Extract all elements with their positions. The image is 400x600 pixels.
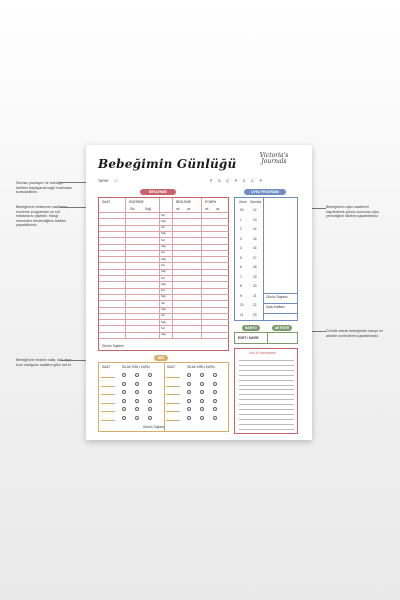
feeding-side-label: Sağ xyxy=(161,282,166,286)
note-line xyxy=(239,370,294,371)
diaper-row-line xyxy=(101,420,115,421)
feeding-col-line xyxy=(172,198,173,338)
diaper-check-circle[interactable] xyxy=(135,407,139,411)
sleep-col-day: Gündüz xyxy=(250,200,262,204)
notes-header: Not & Hatırlatma xyxy=(249,351,276,355)
diaper-check-circle[interactable] xyxy=(187,407,191,411)
diaper-row-line xyxy=(101,394,115,395)
sleep-header: UYKU PROGRAMI xyxy=(244,189,286,195)
diaper-check-circle[interactable] xyxy=(122,407,126,411)
col-besleme: BESLEME xyxy=(176,200,192,204)
diaper-header: BEZ xyxy=(154,355,168,361)
feeding-side-label: Sağ xyxy=(161,320,166,324)
sleep-hour-night: 6 xyxy=(240,265,242,269)
bath-options[interactable]: EVET / HAYIR xyxy=(238,336,259,340)
activity-header: AKTİVİTE xyxy=(272,325,292,331)
col-emzirme: EMZİRME xyxy=(129,200,144,204)
sleep-hour-day: 19 xyxy=(253,274,257,279)
diaper-col-saat: SAAT xyxy=(102,365,111,369)
diaper-check-circle[interactable] xyxy=(148,399,152,403)
sleep-hour-night: 4 xyxy=(240,246,242,250)
feeding-side-label: Sol xyxy=(161,238,165,242)
diaper-table xyxy=(98,362,229,432)
note-line xyxy=(239,360,294,361)
note-line xyxy=(239,429,294,430)
diaper-check-circle[interactable] xyxy=(187,399,191,403)
note-line xyxy=(239,409,294,410)
diaper-check-circle[interactable] xyxy=(148,416,152,420)
sleep-hour-night: 3 xyxy=(240,236,242,241)
sleep-total-label: Günün Toplamı xyxy=(266,295,288,299)
diaper-check-circle[interactable] xyxy=(148,407,152,411)
diaper-check-circle[interactable] xyxy=(213,407,217,411)
diaper-row-line xyxy=(166,411,180,412)
sleep-hour-day: 13 xyxy=(253,217,257,222)
feeding-side-label: Sol xyxy=(161,213,165,217)
diaper-check-circle[interactable] xyxy=(213,390,217,394)
feeding-side-label: Sol xyxy=(161,314,165,318)
sleep-hour-day: 22 xyxy=(253,303,257,307)
diaper-check-circle[interactable] xyxy=(122,399,126,403)
feeding-table xyxy=(98,197,229,351)
diaper-check-circle[interactable] xyxy=(213,373,217,377)
feeding-total-label: Günün Toplamı xyxy=(102,344,124,348)
diaper-row-line xyxy=(166,386,180,387)
sleep-hour-night: 10 xyxy=(240,303,244,307)
notes-box xyxy=(234,348,298,434)
diaper-check-circle[interactable] xyxy=(148,382,152,386)
note-line xyxy=(239,389,294,390)
feeding-row-line xyxy=(99,338,229,339)
sleep-hour-night: 9 xyxy=(240,293,242,298)
sleep-col-night: Gece xyxy=(239,200,247,204)
diaper-row-line xyxy=(166,403,180,404)
bath-header: BANYO xyxy=(242,325,260,331)
ml-label: ml xyxy=(205,207,209,211)
diaper-check-circle[interactable] xyxy=(200,390,204,394)
feeding-col-line xyxy=(125,198,126,338)
diaper-check-circle[interactable] xyxy=(135,390,139,394)
sleep-quality-label: Uyku Kalitesi xyxy=(266,305,285,309)
sleep-hour-night: 2 xyxy=(240,227,242,231)
diaper-check-circle[interactable] xyxy=(135,382,139,386)
note-line xyxy=(239,419,294,420)
note-line xyxy=(239,424,294,425)
diaper-check-circle[interactable] xyxy=(200,373,204,377)
diaper-row-line xyxy=(101,411,115,412)
sag-label: Sağ xyxy=(145,207,151,211)
diaper-row-line xyxy=(101,403,115,404)
feeding-col-line xyxy=(201,198,202,338)
feeding-side-label: Sağ xyxy=(161,257,166,261)
note-line xyxy=(239,399,294,400)
diaper-check-circle[interactable] xyxy=(148,390,152,394)
logo-line-2: Journals xyxy=(261,158,287,165)
date-row xyxy=(98,179,123,183)
diaper-row-line xyxy=(166,420,180,421)
annotation-feeding: Bebeğinizin beslenme saatlerini; emzirme programları ve süt miktarlarını pişebilir. Hangi memeden beslendiğinin takibini yapabilirsiniz. xyxy=(16,205,68,228)
diaper-check-circle[interactable] xyxy=(213,416,217,420)
sleep-table xyxy=(234,197,298,321)
oz-label: oz xyxy=(187,207,191,211)
diaper-row-line xyxy=(166,377,180,378)
date-label: TARİH xyxy=(98,179,109,183)
diaper-row-line xyxy=(101,377,115,378)
note-line xyxy=(239,404,294,405)
note-line xyxy=(239,414,294,415)
diaper-check-circle[interactable] xyxy=(122,373,126,377)
diaper-check-circle[interactable] xyxy=(187,373,191,377)
feeding-side-label: Sağ xyxy=(161,308,166,311)
diaper-check-circle[interactable] xyxy=(187,416,191,420)
diaper-check-circle[interactable] xyxy=(213,382,217,386)
diaper-check-circle[interactable] xyxy=(200,399,204,403)
note-line xyxy=(239,375,294,376)
note-line xyxy=(239,394,294,395)
sleep-hour-day: 16 xyxy=(253,246,257,250)
weekday-selector[interactable]: P S Ç P C C P xyxy=(210,179,265,183)
annotation-diaper: Bebeğinizin bezinin ıslak, kirli veya kuru olduğunu saatlere göre not et xyxy=(16,358,72,367)
feeding-side-label: Sağ xyxy=(161,333,166,337)
annotation-bath-activity: Günlük olarak bebeğinizin banyo ve aktivite kontrollerini yapabilirsiniz. xyxy=(326,329,383,338)
feeding-side-label: Sol xyxy=(161,326,165,330)
page-title: Bebeğimin Günlüğü xyxy=(98,157,237,171)
diaper-check-circle[interactable] xyxy=(122,416,126,420)
annotation-sleep: Bebeğinizin uyku saatlerini kaydederek günün sonunda uyku yerindiğinin takibini yapabilirsiniz. xyxy=(326,205,379,219)
sleep-hour-day: 18 xyxy=(253,265,257,269)
sleep-hour-day: 17 xyxy=(253,255,257,260)
sleep-hour-night: 5 xyxy=(240,255,242,260)
feeding-header: BESLENME xyxy=(140,189,176,195)
sleep-total-line xyxy=(263,293,298,294)
diaper-check-circle[interactable] xyxy=(122,382,126,386)
diaper-check-circle[interactable] xyxy=(200,382,204,386)
sol-label: Sol xyxy=(130,207,135,211)
col-pompa: POMPA xyxy=(205,200,217,204)
diaper-col-types: ISLAK KİRLİ KURU xyxy=(122,365,150,369)
diaper-row-line xyxy=(166,394,180,395)
feeding-side-label: Sağ xyxy=(161,270,166,274)
diaper-total-label: Günün Toplamı xyxy=(143,425,165,429)
sleep-total-line xyxy=(263,313,298,314)
sleep-hour-day: 15 xyxy=(253,236,257,241)
diaper-row-line xyxy=(101,386,115,387)
feeding-side-label: Sağ xyxy=(161,219,166,223)
annotation-undated: Süresiz planlayıcı ile ödediğin tarihten başlayarak kağıt israfından kurtulabilirsin. xyxy=(16,181,72,195)
diaper-check-circle[interactable] xyxy=(148,373,152,377)
feeding-side-label: Sol xyxy=(161,301,165,305)
feeding-side-label: Sol xyxy=(161,276,165,280)
feeding-side-label: Sol xyxy=(161,251,165,255)
note-line xyxy=(239,380,294,381)
diaper-col-saat: SAAT xyxy=(167,365,176,369)
sleep-hour-day: 14 xyxy=(253,227,257,231)
sleep-hour-day: 23 xyxy=(253,312,257,317)
sleep-total-line xyxy=(263,303,298,304)
brand-logo xyxy=(256,153,292,165)
col-saat: SAAT xyxy=(102,200,111,204)
bath-activity-box xyxy=(234,332,298,344)
ml-label: ml xyxy=(176,207,180,211)
feeding-col-line xyxy=(159,198,160,338)
diaper-col-types: ISLAK KİRLİ KURU xyxy=(187,365,215,369)
date-field[interactable]: / / xyxy=(114,179,118,183)
feeding-side-label: Sol xyxy=(161,226,165,230)
feeding-side-label: Sol xyxy=(161,289,165,293)
sleep-hour-night: 1 xyxy=(240,217,242,222)
feeding-side-label: Sağ xyxy=(161,232,166,236)
planner-sheet xyxy=(86,145,312,440)
feeding-side-label: Sol xyxy=(161,263,165,267)
diaper-check-circle[interactable] xyxy=(187,382,191,386)
diaper-check-circle[interactable] xyxy=(213,399,217,403)
oz-label: oz xyxy=(216,207,220,211)
sleep-hour-night: 00 xyxy=(240,208,244,212)
sleep-hour-day: 12 xyxy=(253,208,257,212)
diaper-check-circle[interactable] xyxy=(200,416,204,420)
sleep-hour-night: 11 xyxy=(240,312,244,317)
feeding-side-label: Sağ xyxy=(161,245,166,248)
sleep-hour-night: 7 xyxy=(240,274,242,279)
sleep-hour-day: 21 xyxy=(253,293,257,298)
note-line xyxy=(239,385,294,386)
sleep-hour-day: 20 xyxy=(253,284,257,288)
diaper-check-circle[interactable] xyxy=(200,407,204,411)
sleep-hour-night: 8 xyxy=(240,284,242,288)
diaper-check-circle[interactable] xyxy=(135,399,139,403)
logo-line-1: Victoria's xyxy=(259,152,289,159)
diaper-check-circle[interactable] xyxy=(135,373,139,377)
diaper-check-circle[interactable] xyxy=(187,390,191,394)
diaper-check-circle[interactable] xyxy=(135,416,139,420)
feeding-side-label: Sağ xyxy=(161,295,166,299)
diaper-check-circle[interactable] xyxy=(122,390,126,394)
note-line xyxy=(239,365,294,366)
